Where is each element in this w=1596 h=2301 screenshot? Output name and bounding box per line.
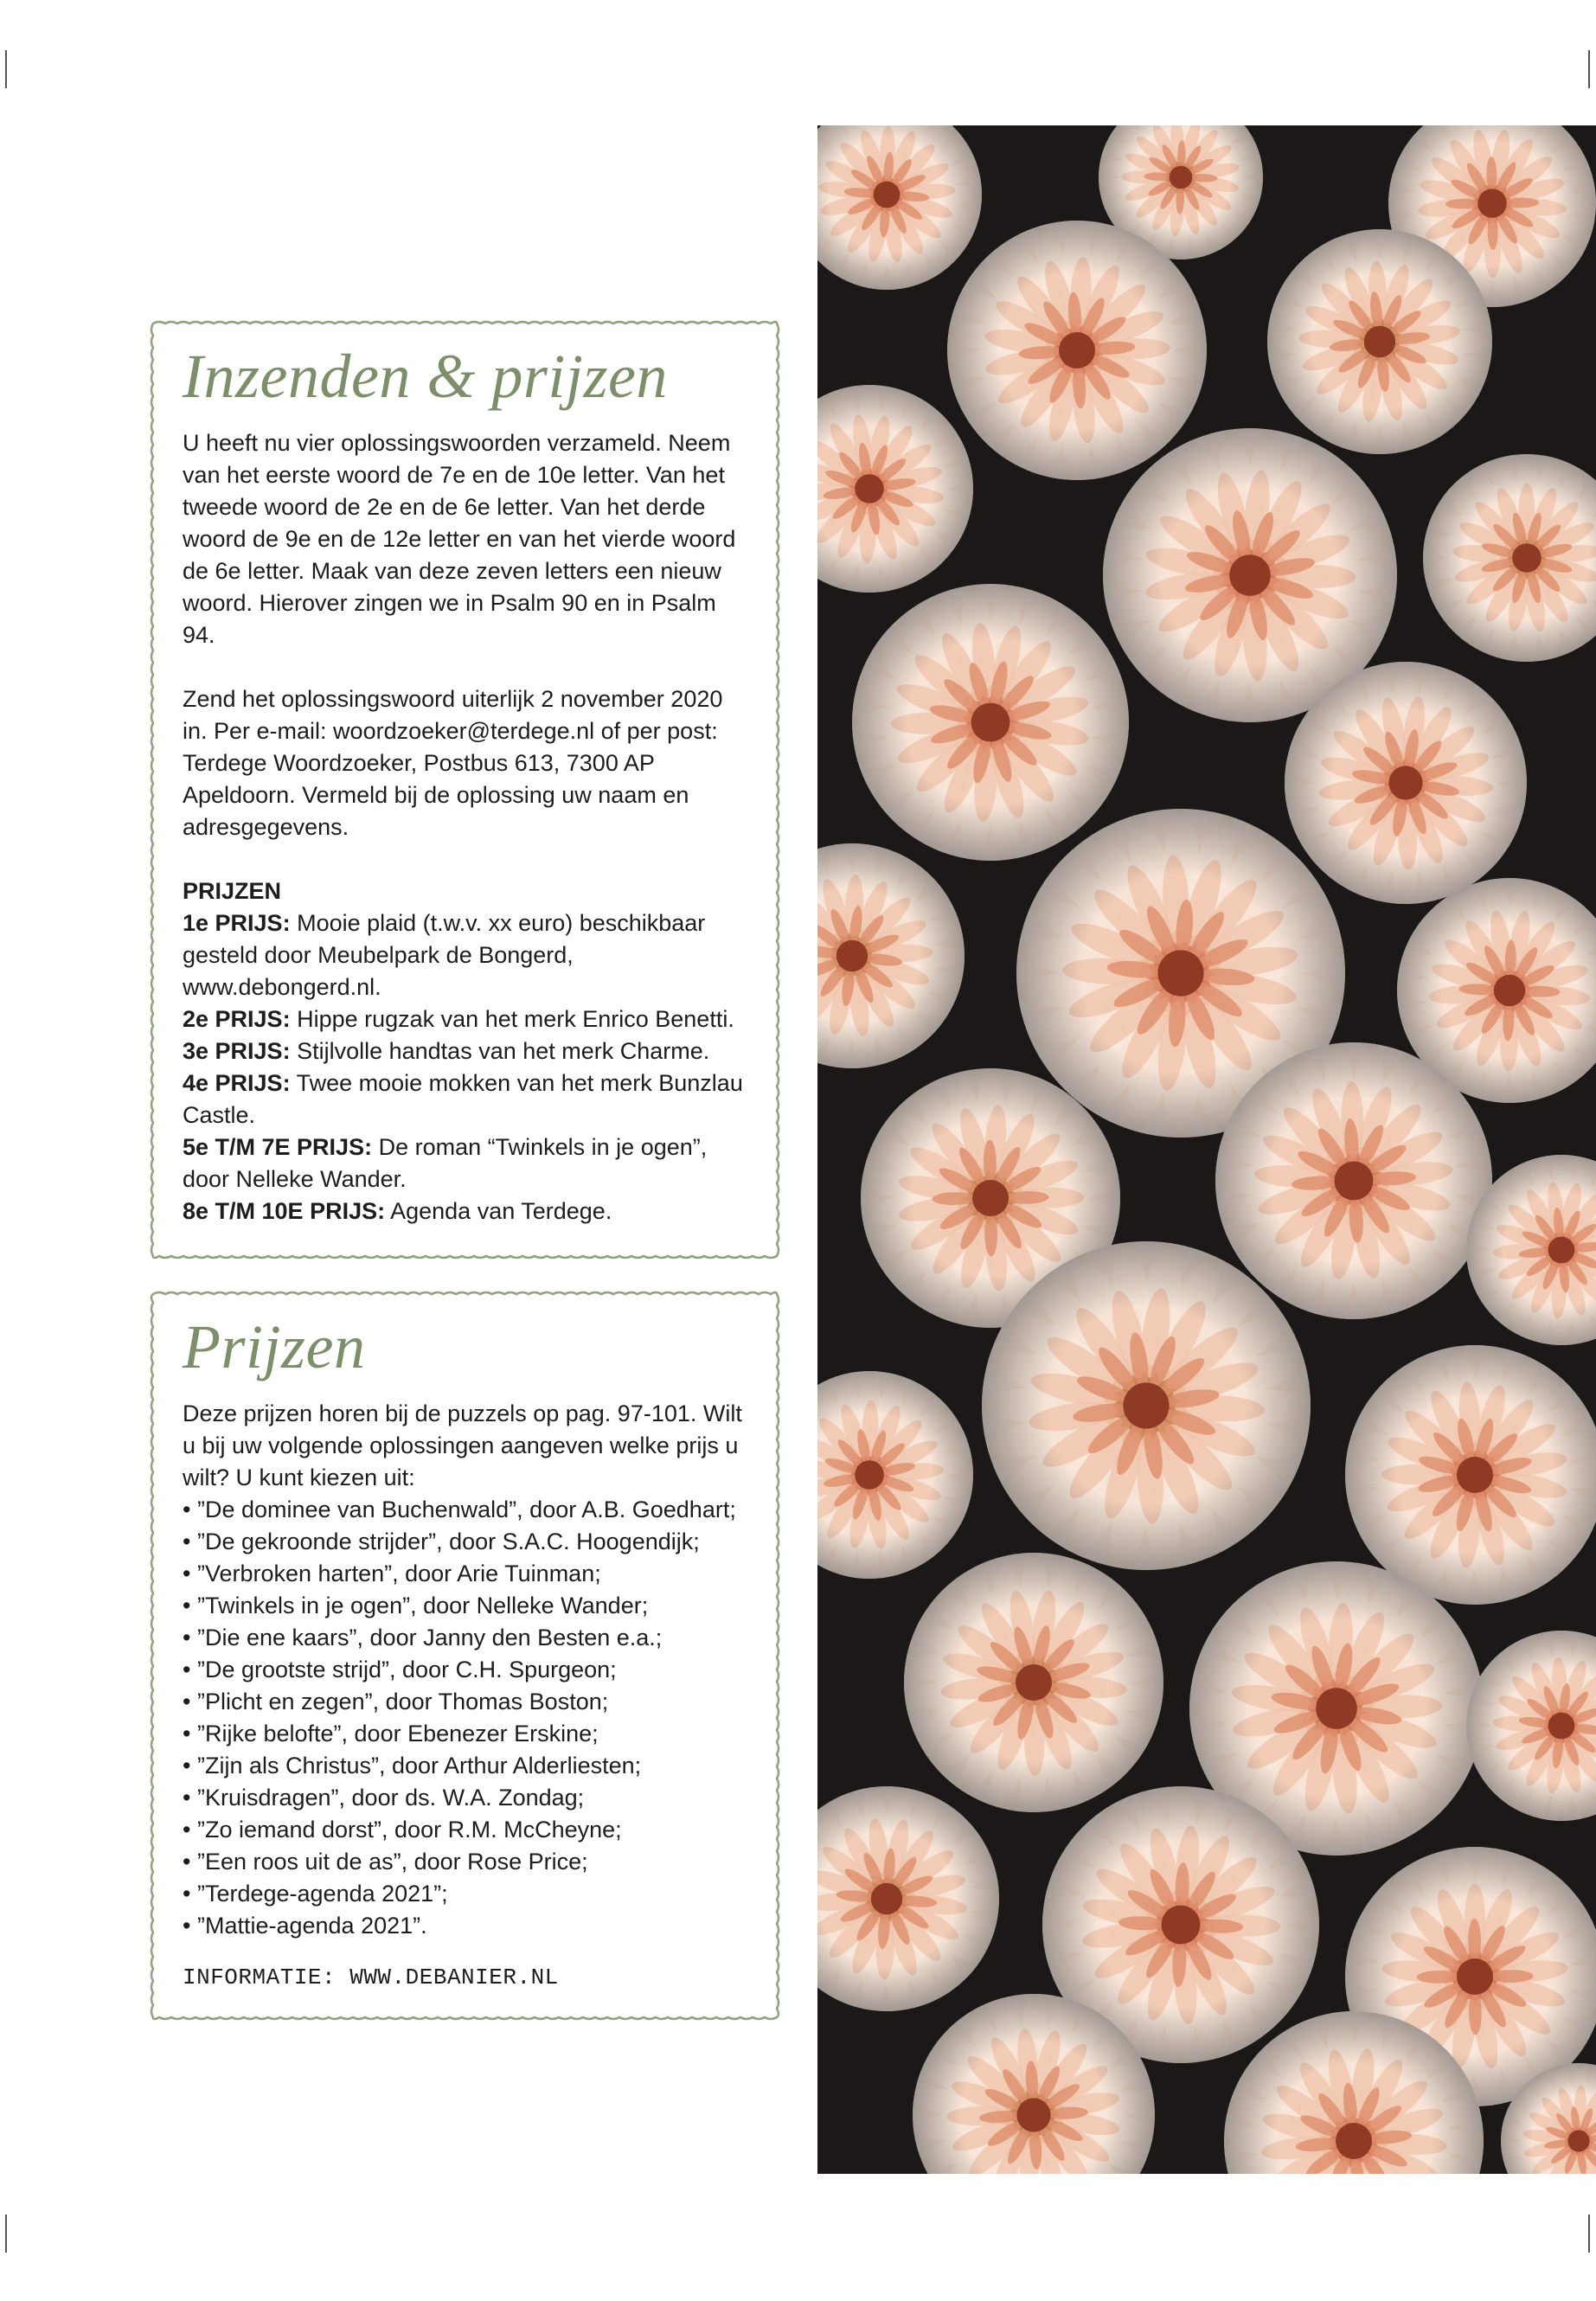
chrysanthemum-bloom [946,221,1208,480]
chrysanthemum-bloom [852,583,1129,862]
chrysanthemum-bloom [1215,1042,1492,1320]
crop-mark-top-right [1588,50,1590,88]
list-item: • ”Mattie-agenda 2021”. [183,1910,747,1942]
crop-mark-top-left [5,50,7,88]
prize-label: 1e PRIJS: [183,910,291,936]
prizes-heading: PRIJZEN [183,878,282,904]
book-prizes-intro: Deze prijzen horen bij de puzzels op pag. 97-101. Wilt u bij uw volgende oplossingen aangeven welke prijs u wilt? U kunt kiezen uit: [183,1400,742,1490]
crop-mark-bottom-right [1588,2214,1590,2253]
chrysanthemum-bloom [982,1240,1311,1571]
prize-text: Twee mooie mokken van het merk Bunzlau Castle. [183,1070,743,1128]
scalloped-frame [151,1292,779,2019]
submission-box [151,322,779,1258]
prize-text: Mooie plaid (t.w.v. xx euro) beschikbaar gesteld door Meubelpark de Bongerd, www.debongerd.nl. [183,910,706,1000]
instructions-paragraph: U heeft nu vier oplossingswoorden verzameld. Neem van het eerste woord de 7e en de 10e letter. Van het tweede woord de 2e en de 6e letter. Van het derde woord de 9e en de 12e letter en van het vierde woord de 6e letter. Maak van deze zeven letters een nieuw woord. Hierover zingen we in Psalm 90 en in Psalm 94. [183,430,736,648]
chrysanthemum-image [817,125,1596,2174]
prize-label: 5e T/M 7E PRIJS: [183,1134,373,1160]
chrysanthemum-bloom [903,1553,1164,1812]
prize-text: De roman “Twinkels in je ogen”, door Nelleke Wander. [183,1134,708,1192]
book-prizes-box [151,1292,779,2019]
list-item: • ”De dominee van Buchenwald”, door A.B. Goedhart; [183,1494,747,1526]
prize-label: 4e PRIJS: [183,1070,291,1096]
list-item: • ”De grootste strijd”, door C.H. Spurgeon; [183,1654,747,1686]
prize-text: Stijlvolle handtas van het merk Charme. [297,1038,710,1064]
prize-label: 8e T/M 10E PRIJS: [183,1198,386,1224]
list-item: • ”Zijn als Christus”, door Arthur Alderliesten; [183,1750,747,1782]
list-item: • ”Plicht en zegen”, door Thomas Boston; [183,1686,747,1718]
book-prizes-title: Prijzen [183,1312,366,1381]
submission-paragraph: Zend het oplossingswoord uiterlijk 2 november 2020 in. Per e-mail: woordzoeker@terdege.nl of per post: Terdege Woordzoeker, Postbus 613, 7300 AP Apeldoorn. Vermeld bij de oplossing uw naam en adresgegevens. [183,686,723,840]
list-item: • ”Verbroken harten”, door Arie Tuinman; [183,1558,747,1590]
list-item: • ”Rijke belofte”, door Ebenezer Erskine; [183,1718,747,1750]
info-link: INFORMATIE: WWW.DEBANIER.NL [183,1965,559,1990]
prize-label: 3e PRIJS: [183,1038,291,1064]
submission-title: Inzenden & prijzen [183,342,668,411]
crop-mark-bottom-left [5,2214,7,2253]
prize-label: 2e PRIJS: [183,1006,291,1032]
prize-text: Hippe rugzak van het merk Enrico Benetti. [297,1006,734,1032]
list-item: • ”De gekroonde strijder”, door S.A.C. Hoogendijk; [183,1526,747,1558]
chrysanthemum-bloom [1284,662,1528,904]
chrysanthemum-bloom [1267,228,1492,454]
list-item: • ”Kruisdragen”, door ds. W.A. Zondag; [183,1782,747,1814]
list-item: • ”Een roos uit de as”, door Rose Price; [183,1846,747,1878]
flower-photo [817,125,1596,2174]
list-item: • ”Twinkels in je ogen”, door Nelleke Wander; [183,1590,747,1622]
list-item: • ”Die ene kaars”, door Janny den Besten e.a.; [183,1622,747,1654]
prize-text: Agenda van Terdege. [390,1198,612,1224]
scalloped-frame [151,322,779,1258]
list-item: • ”Terdege-agenda 2021”; [183,1878,747,1910]
list-item: • ”Zo iemand dorst”, door R.M. McCheyne; [183,1814,747,1846]
